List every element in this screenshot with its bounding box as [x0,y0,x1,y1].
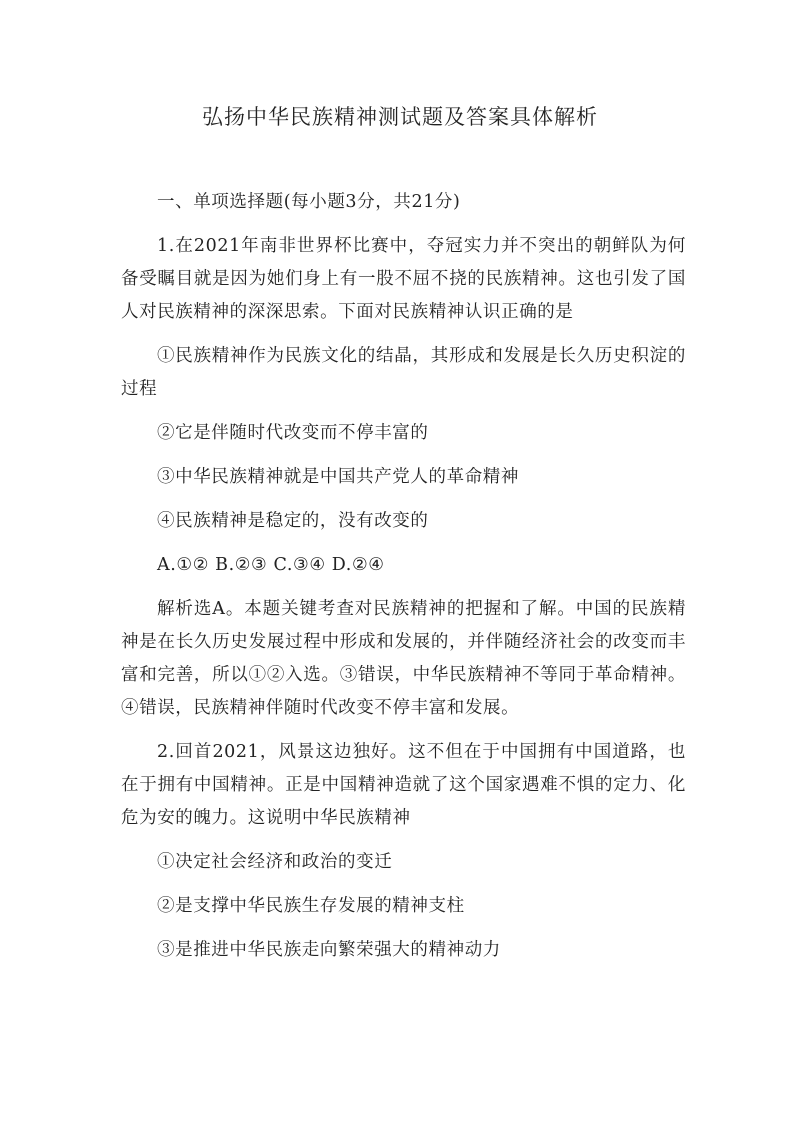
document-title: 弘扬中华民族精神测试题及答案具体解析 [202,105,598,129]
question-1-statement-1: ①民族精神作为民族文化的结晶，其形成和发展是长久历史积淀的过程 [121,346,686,399]
question-1-stem: 1.在2021年南非世界杯比赛中，夺冠实力并不突出的朝鲜队为何备受瞩目就是因为她们身上有一股不屈不挠的民族精神。这也引发了国人对民族精神的深深思索。下面对民族精神认识正确的是 [121,236,686,322]
question-2-statement-3: ③是推进中华民族走向繁荣强大的精神动力 [157,940,501,960]
question-1-statement-2: ②它是伴随时代改变而不停丰富的 [157,423,429,443]
question-1-statement-3: ③中华民族精神就是中国共产党人的革命精神 [157,467,519,487]
question-1-options: A.①② B.②③ C.③④ D.②④ [157,555,385,575]
section-heading: 一、单项选择题(每小题3分，共21分) [157,192,461,212]
question-1-statement-4: ④民族精神是稳定的，没有改变的 [157,511,429,531]
document-body [121,186,686,978]
question-2-statement-1: ①决定社会经济和政治的变迁 [157,852,393,872]
question-1-analysis: 解析选A。本题关键考查对民族精神的把握和了解。中国的民族精神是在长久历史发展过程中形成和发展的，并伴随经济社会的改变而丰富和完善，所以①②入选。③错误，中华民族精神不等同于革命精神。④错误，民族精神伴随时代改变不停丰富和发展。 [121,599,686,718]
question-2-stem: 2.回首2021，风景这边独好。这不但在于中国拥有中国道路，也在于拥有中国精神。正是中国精神造就了这个国家遇难不惧的定力、化危为安的魄力。这说明中华民族精神 [121,742,686,828]
question-2-statement-2: ②是支撑中华民族生存发展的精神支柱 [157,896,465,916]
